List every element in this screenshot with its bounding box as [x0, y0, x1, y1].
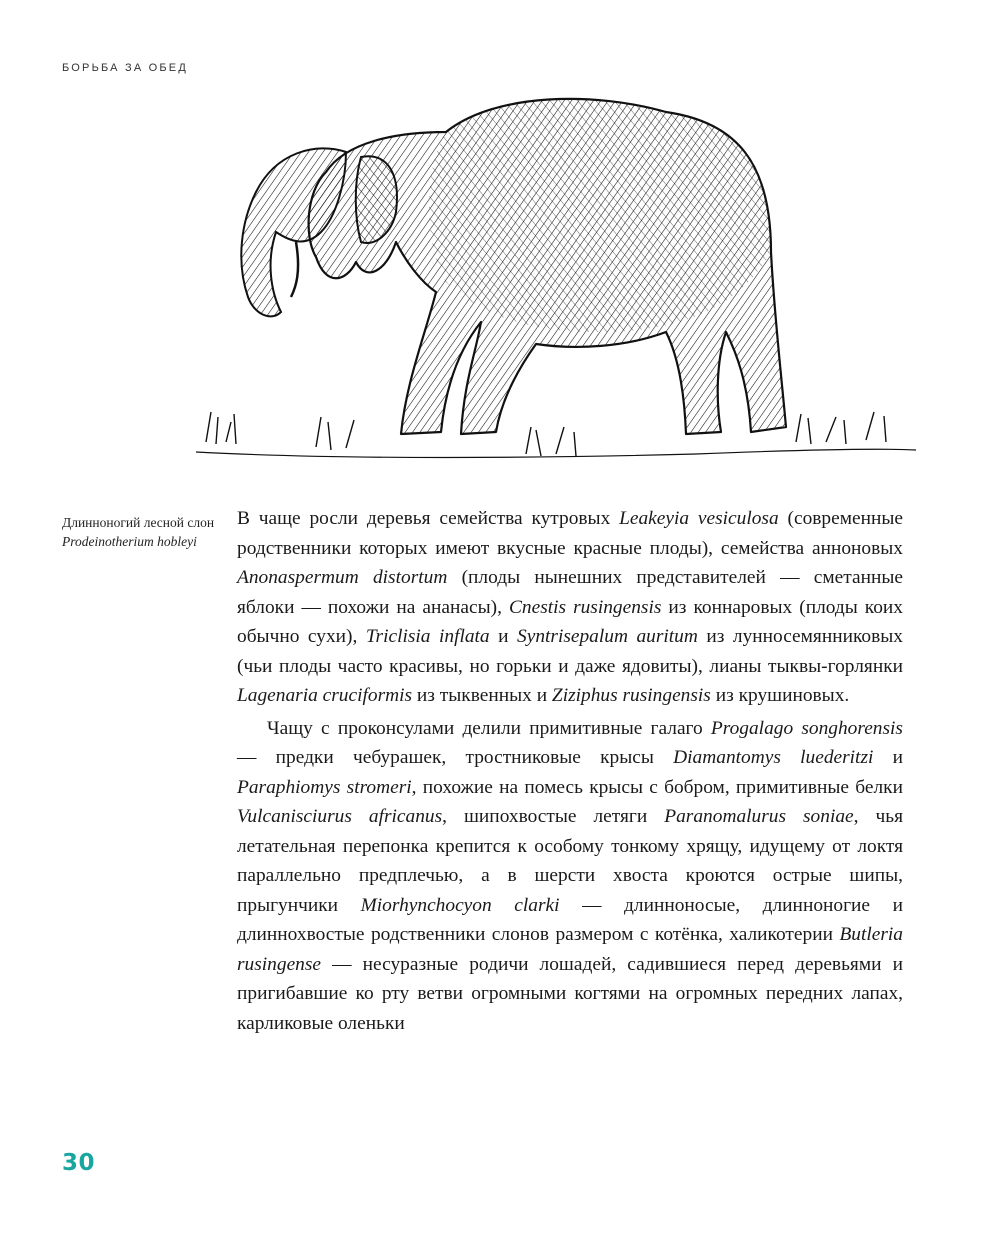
- species-name: Vulcanisciurus africanus: [237, 806, 443, 827]
- text-run: Чащу с проконсулами делили примитивные галаго: [267, 717, 711, 739]
- running-title: БОРЬБА ЗА ОБЕД: [62, 62, 188, 74]
- species-name: Butleria rusingense: [237, 924, 903, 975]
- text-run: и: [489, 626, 518, 647]
- text-run: из тыквенных и: [412, 685, 552, 706]
- text-run: и: [873, 747, 904, 768]
- page-number: 30: [62, 1150, 96, 1176]
- species-name: Paranomalurus soniae: [664, 806, 854, 827]
- grass: [196, 412, 916, 458]
- species-name: Miorhynchocyon clarki: [360, 894, 560, 916]
- species-name: Ziziphus rusingensis: [551, 685, 711, 706]
- text-run: из лунносемянниковых (чьи плоды часто красивы, но горьки и даже ядовиты), лианы тыквы-горлянки: [237, 626, 903, 677]
- caption-text: Длинноногий лесной слон: [62, 515, 215, 530]
- text-run: , похожие на помесь крысы с бобром, примитивные белки: [411, 776, 903, 798]
- text-run: (современные родственники которых имеют вкусные красные плоды), семейства анноновых: [237, 508, 903, 559]
- text-run: из коннаровых (плоды коих обычно сухи),: [237, 596, 904, 647]
- species-name: Leakeyia vesiculosa: [619, 508, 779, 529]
- text-run: , чья летательная перепонка крепится к особому тонкому хрящу, идущему от локтя параллельно предплечью, а в шерсти хвоста кроются острые шипы, прыгунчики: [237, 806, 904, 916]
- text-run: (плоды нынешних представителей — сметанные яблоки — похожи на ананасы),: [237, 567, 903, 618]
- species-name: Cnestis rusingensis: [508, 596, 662, 618]
- text-run: из крушиновых.: [710, 685, 850, 706]
- species-name: Paraphiomys stromeri: [237, 776, 412, 798]
- paragraph: [237, 504, 903, 711]
- text-run: — предки чебурашек, тростниковые крысы: [237, 747, 674, 768]
- paragraph: [237, 714, 903, 1039]
- species-name: Triclisia inflata: [365, 626, 490, 647]
- elephant-illustration: [196, 82, 916, 497]
- text-run: — несуразные родичи лошадей, садившиеся перед деревьями и пригибавшие ко рту ветви огромными когтями на огромных передних лапах, карликовые оленьки: [237, 953, 903, 1034]
- species-name: Anonaspermum distortum: [237, 567, 448, 588]
- text-run: В чаще росли деревья семейства кутровых: [237, 508, 620, 529]
- elephant-drawing: [196, 82, 916, 497]
- text-run: , шипохвостые летяги: [442, 806, 665, 827]
- species-name: Lagenaria cruciformis: [237, 685, 413, 706]
- figure-caption: [62, 513, 222, 551]
- text-run: — длинноносые, длинноногие и длиннохвостые родственники слонов размером с котёнка, халикотерии: [237, 894, 903, 945]
- elephant-body: [309, 99, 786, 434]
- species-name: Progalago songhorensis: [710, 717, 903, 739]
- species-name: Diamantomys luederitzi: [673, 747, 874, 768]
- species-name: Syntrisepalum auritum: [517, 626, 698, 647]
- body-text: [237, 504, 903, 1038]
- caption-species: Prodeinotherium hobleyi: [62, 534, 197, 549]
- elephant-head: [241, 148, 397, 316]
